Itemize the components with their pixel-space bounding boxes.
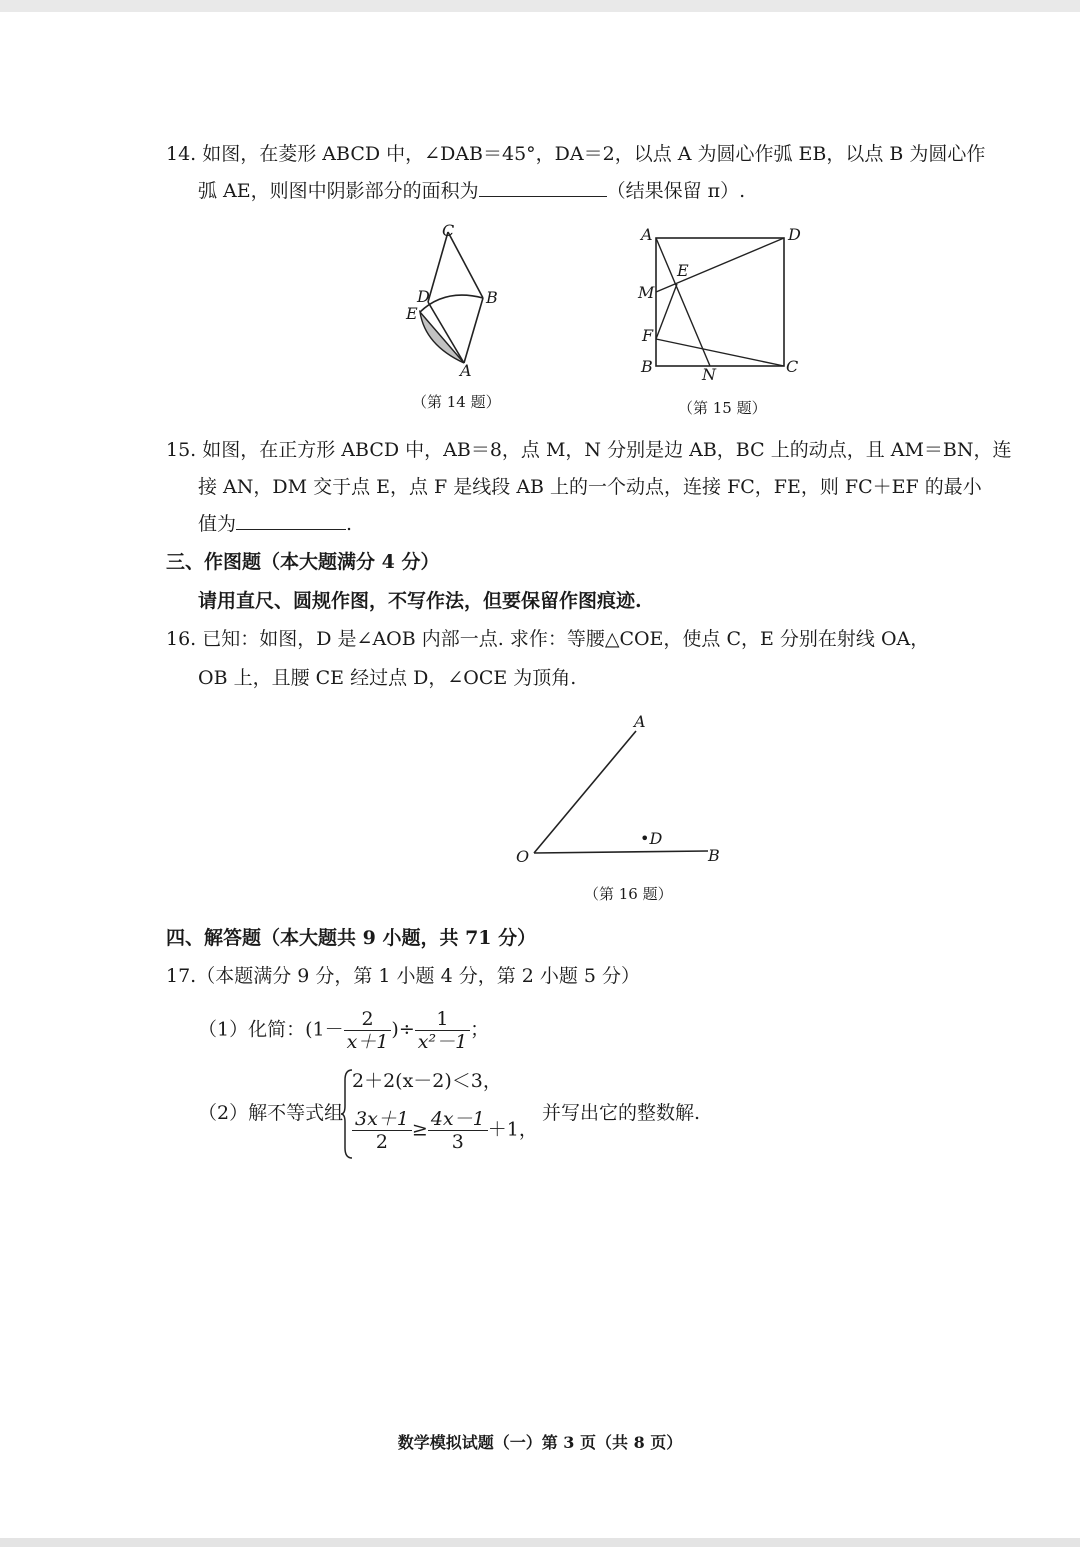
q15-label-M: M xyxy=(638,283,655,302)
q15-label-E: E xyxy=(677,261,689,280)
q14-side-BA xyxy=(464,298,483,363)
q17-p2-inequality2 xyxy=(352,1108,538,1153)
q15-line2: 接 AN，DM 交于点 E，点 F 是线段 AB 上的一个动点，连接 FC，FE，则 FC＋EF 的最小 xyxy=(198,476,982,498)
q17-p1-end: ； xyxy=(470,1018,490,1041)
q14-line1: 14. 如图，在菱形 ABCD 中，∠DAB＝45°，DA＝2，以点 A 为圆心作弧 EB，以点 B 为圆心作 xyxy=(166,143,986,165)
q14-figure xyxy=(400,220,510,385)
section4-title: 四、解答题（本大题共 9 小题，共 71 分） xyxy=(166,927,537,949)
q15-segment-FE xyxy=(656,284,677,339)
q16-label-D: •D xyxy=(640,829,663,848)
q16-figure xyxy=(510,705,730,870)
q14-side-CD xyxy=(428,232,448,302)
q17-p1-f2-num: 1 xyxy=(415,1008,470,1031)
q17-p2-tail: ＋1， xyxy=(487,1118,538,1141)
q16-ray-OA xyxy=(534,731,636,853)
q17-p1-prefix: （1）化简：(1－ xyxy=(198,1018,344,1041)
section3-title: 三、作图题（本大题满分 4 分） xyxy=(166,551,440,573)
q15-segment-FC xyxy=(656,339,784,366)
q15-label-C: C xyxy=(786,357,799,376)
q15-segment-AN xyxy=(656,238,710,366)
q17-part2-prefix: （2）解不等式组 xyxy=(198,1102,344,1124)
q14-label-E: E xyxy=(406,304,418,323)
q15-figure xyxy=(636,222,811,382)
q17-part1 xyxy=(198,1008,489,1053)
q17-part2-suffix: 并写出它的整数解. xyxy=(542,1102,701,1124)
q17-p1-fraction1 xyxy=(344,1008,392,1053)
q16-label-A: A xyxy=(634,712,646,731)
q14-line2 xyxy=(198,178,745,204)
q15-label-D: D xyxy=(788,225,801,244)
q15-line3 xyxy=(198,511,352,537)
q16-caption: （第 16 题） xyxy=(584,885,673,903)
q15-label-B: B xyxy=(641,357,653,376)
q17-p2-f1-num: 3x＋1 xyxy=(352,1108,412,1131)
q16-line2: OB 上，且腰 CE 经过点 D，∠OCE 为顶角. xyxy=(198,667,577,689)
bottom-edge xyxy=(0,1538,1080,1547)
q14-line2-end: （结果保留 π）. xyxy=(606,180,746,202)
q14-label-C: C xyxy=(442,221,455,240)
q14-answer-blank xyxy=(479,178,607,197)
q15-line3-text: 值为 xyxy=(198,513,237,535)
q17-p2-inequality1: 2＋2(x－2)＜3， xyxy=(352,1070,502,1092)
q14-line2-text: 弧 AE，则图中阴影部分的面积为 xyxy=(198,180,479,202)
q14-caption: （第 14 题） xyxy=(412,393,501,411)
q16-line1: 16. 已知：如图，D 是∠AOB 内部一点. 求作：等腰△COE，使点 C，E 分别在射线 OA， xyxy=(166,628,930,650)
q15-label-A: A xyxy=(641,225,653,244)
q15-label-F: F xyxy=(642,326,654,345)
q15-answer-blank xyxy=(236,511,346,530)
q17-p2-fraction1 xyxy=(352,1108,412,1153)
q17-p2-ge: ≥ xyxy=(411,1118,428,1141)
q15-label-N: N xyxy=(702,365,716,384)
q16-label-O: O xyxy=(516,847,530,866)
q17-p1-f1-den: x＋1 xyxy=(346,1031,389,1053)
q17-p2-f2-num: 4x－1 xyxy=(428,1108,488,1131)
q14-label-B: B xyxy=(486,288,498,307)
q17-p2-f2-den: 3 xyxy=(451,1131,464,1153)
q14-shaded-region xyxy=(420,312,464,363)
q16-label-B: B xyxy=(708,846,720,865)
q14-label-A: A xyxy=(460,361,472,380)
top-edge xyxy=(0,0,1080,12)
q15-line3-end: . xyxy=(346,513,353,535)
q17-p2-f1-den: 2 xyxy=(375,1131,388,1153)
q14-side-CB xyxy=(448,232,483,298)
q17-p1-f2-den: x²－1 xyxy=(417,1031,468,1053)
q16-ray-OB xyxy=(534,851,708,853)
q17-header: 17.（本题满分 9 分，第 1 小题 4 分，第 2 小题 5 分） xyxy=(166,965,641,987)
section3-instruction: 请用直尺、圆规作图，不写作法，但要保留作图痕迹. xyxy=(198,590,642,612)
q15-line1: 15. 如图，在正方形 ABCD 中，AB＝8，点 M，N 分别是边 AB，BC 上的动点，且 AM＝BN，连 xyxy=(166,439,1012,461)
q17-p2-fraction2 xyxy=(428,1108,488,1153)
q15-caption: （第 15 题） xyxy=(678,399,767,417)
q15-square xyxy=(656,238,784,366)
q17-p1-fraction2 xyxy=(415,1008,470,1053)
q17-p1-f1-num: 2 xyxy=(344,1008,392,1031)
page-footer: 数学模拟试题（一）第 3 页（共 8 页） xyxy=(397,1433,683,1452)
q14-label-D: D xyxy=(417,287,430,306)
q17-p1-mid: )÷ xyxy=(391,1018,415,1041)
